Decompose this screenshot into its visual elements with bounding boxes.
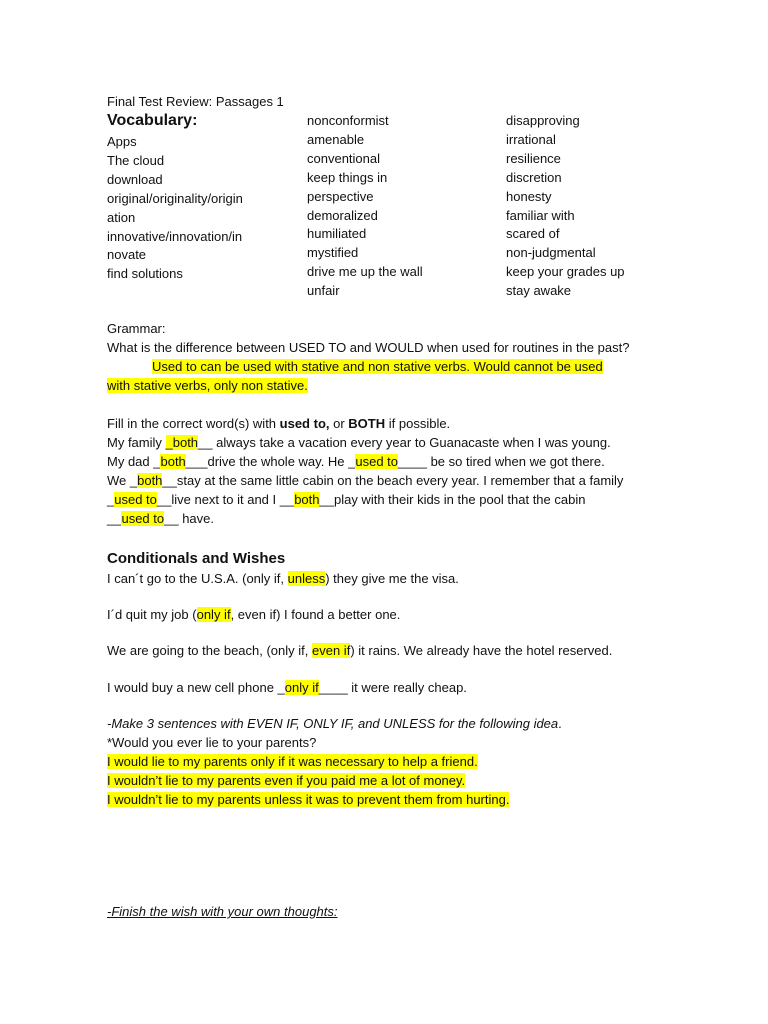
- vocab-item: unfair: [307, 283, 340, 299]
- highlight: I wouldn’t lie to my parents even if you paid me a lot of money.: [107, 773, 466, 788]
- vocab-item: stay awake: [506, 283, 572, 299]
- answer-highlight: both: [294, 492, 320, 507]
- fill-sentence-3: [107, 472, 623, 489]
- vocab-column-3: [506, 112, 625, 301]
- text: ) it rains. We already have the hotel reserved.: [350, 643, 613, 658]
- vocab-item: download: [107, 171, 163, 187]
- answer-highlight: _both: [165, 435, 199, 450]
- text: .: [558, 716, 562, 731]
- conditional-sentence-4: [107, 679, 467, 696]
- fill-sentence-4: [107, 491, 585, 508]
- vocab-item: Apps: [107, 134, 137, 149]
- text: I´d quit my job (: [107, 607, 197, 622]
- highlight: with stative verbs, only non stative.: [107, 378, 308, 393]
- sentence-task: [107, 715, 562, 732]
- vocab-item: novate: [107, 247, 147, 263]
- vocab-item: disapproving: [506, 113, 580, 128]
- conditionals-heading: Conditionals and Wishes: [107, 550, 286, 567]
- text: _: [107, 492, 115, 507]
- text: ____ it were really cheap.: [318, 680, 467, 695]
- text: ) they give me the visa.: [325, 571, 459, 586]
- text: My family: [107, 435, 166, 450]
- vocab-item: amenable: [307, 131, 365, 147]
- text: __play with their kids in the pool that the cabin: [319, 492, 586, 507]
- highlight: Used to can be used with stative and non stative verbs. Would cannot be used: [152, 359, 603, 374]
- document-title: Final Test Review: Passages 1: [107, 94, 284, 109]
- text: __live next to it and I __: [156, 492, 295, 507]
- highlight: I wouldn’t lie to my parents unless it was to prevent them from hurting.: [107, 792, 510, 807]
- vocab-item: keep things in: [307, 169, 388, 185]
- vocab-column-1: [107, 133, 243, 284]
- vocab-item: discretion: [506, 169, 562, 185]
- vocab-item: familiar with: [506, 207, 575, 223]
- text: if possible.: [385, 416, 451, 431]
- answer-sentence-3: [107, 791, 509, 808]
- vocab-item: mystified: [307, 245, 359, 261]
- answer-highlight: used to: [355, 454, 399, 469]
- sentence-prompt: *Would you ever lie to your parents?: [107, 735, 317, 750]
- vocab-item: find solutions: [107, 266, 183, 282]
- text: __ have.: [164, 511, 214, 526]
- answer-highlight: both: [160, 454, 186, 469]
- vocab-item: humiliated: [307, 226, 367, 242]
- text-bold: used to,: [279, 416, 330, 431]
- vocab-item: irrational: [506, 131, 556, 147]
- text: __stay at the same little cabin on the beach every year. I remember that a family: [162, 473, 624, 488]
- text: We _: [107, 473, 138, 488]
- answer-highlight: both: [137, 473, 163, 488]
- text: I can´t go to the U.S.A. (only if,: [107, 571, 288, 586]
- task-text: -Make 3 sentences with EVEN IF, ONLY IF, and UNLESS for the following idea: [107, 716, 559, 731]
- answer-highlight: only if: [284, 680, 319, 695]
- fill-sentence-1: [107, 434, 611, 451]
- vocabulary-heading: Vocabulary:: [107, 112, 198, 129]
- answer-sentence-1: [107, 753, 478, 770]
- vocab-item: demoralized: [307, 207, 378, 223]
- vocab-item: non-judgmental: [506, 245, 596, 261]
- fill-sentence-5: [107, 510, 214, 527]
- vocab-item: honesty: [506, 188, 552, 204]
- vocab-item: resilience: [506, 150, 561, 166]
- text: __: [107, 511, 122, 526]
- text: ___drive the whole way. He _: [185, 454, 356, 469]
- conditional-sentence-2: [107, 606, 400, 623]
- answer-sentence-2: [107, 772, 465, 789]
- text: or: [329, 416, 349, 431]
- text: __ always take a vacation every year to Guanacaste when I was young.: [198, 435, 611, 450]
- text: Fill in the correct word(s) with: [107, 416, 280, 431]
- text-bold: BOTH: [348, 416, 386, 431]
- vocab-item: keep your grades up: [506, 264, 625, 280]
- vocab-item: ation: [107, 209, 136, 225]
- grammar-heading: Grammar:: [107, 321, 166, 336]
- vocab-column-2: [307, 112, 423, 301]
- answer-highlight: used to: [114, 492, 157, 507]
- vocab-item: innovative/innovation/in: [107, 228, 243, 244]
- conditional-sentence-1: [107, 570, 459, 587]
- fill-instructions: [107, 415, 450, 432]
- answer-highlight: used to: [121, 511, 165, 526]
- vocab-item: scared of: [506, 226, 560, 242]
- answer-highlight: only if: [196, 607, 231, 622]
- grammar-answer-line-1: [152, 358, 603, 375]
- vocab-item: perspective: [307, 188, 374, 204]
- conditional-sentence-3: [107, 642, 612, 659]
- answer-highlight: even if: [312, 643, 351, 658]
- highlight: I would lie to my parents only if it was necessary to help a friend.: [107, 754, 478, 769]
- fill-sentence-2: [107, 453, 605, 470]
- text: We are going to the beach, (only if,: [107, 643, 312, 658]
- grammar-answer-line-2: [107, 377, 308, 394]
- text: ____ be so tired when we got there.: [398, 454, 605, 469]
- grammar-question: What is the difference between USED TO and WOULD when used for routines in the past?: [107, 340, 630, 355]
- text: My dad _: [107, 454, 161, 469]
- wish-task: -Finish the wish with your own thoughts:: [107, 904, 338, 919]
- text: I would buy a new cell phone _: [107, 680, 285, 695]
- vocab-item: drive me up the wall: [307, 264, 423, 280]
- vocab-item: original/originality/origin: [107, 190, 243, 206]
- text: , even if) I found a better one.: [230, 607, 401, 622]
- vocab-item: The cloud: [107, 152, 165, 168]
- answer-highlight: unless: [287, 571, 326, 586]
- vocab-item: nonconformist: [307, 113, 389, 128]
- vocab-item: conventional: [307, 150, 380, 166]
